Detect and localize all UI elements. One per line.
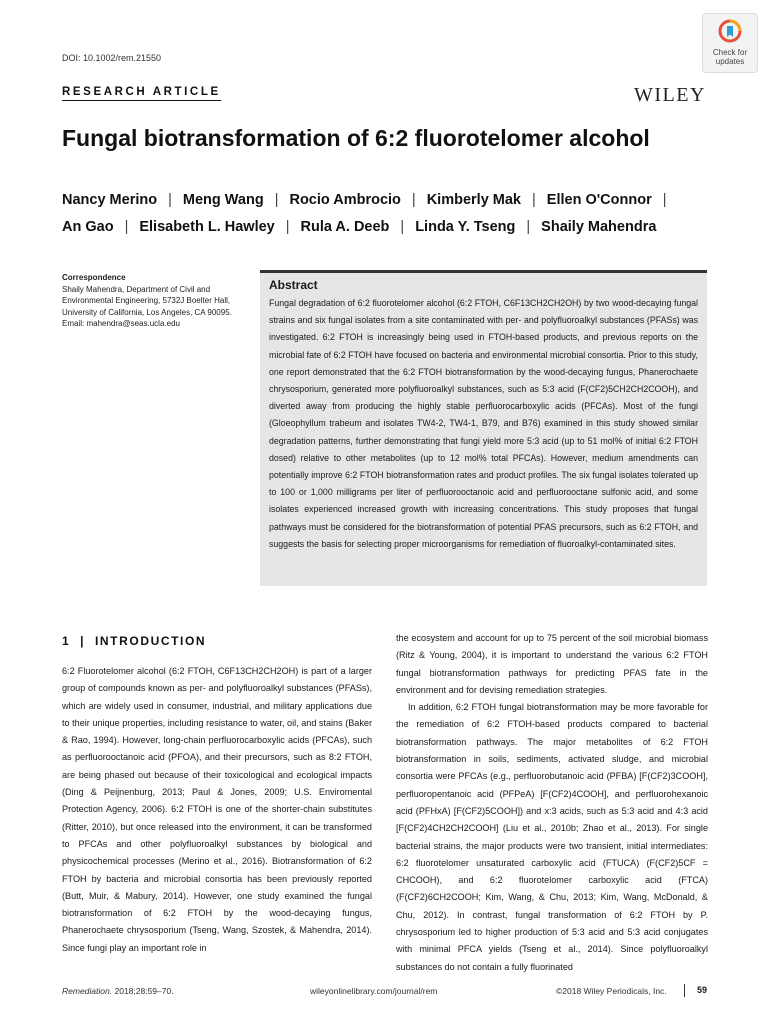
author-line-1: [62, 192, 678, 208]
author[interactable]: Ellen O'Connor: [546, 192, 652, 208]
section-title: INTRODUCTION: [94, 634, 207, 648]
author[interactable]: Elisabeth L. Hawley: [139, 219, 275, 235]
author-separator: |: [526, 219, 531, 235]
check-updates-icon: [718, 19, 742, 43]
intro-right-column: [396, 630, 708, 976]
correspondence-email[interactable]: Email: mahendra@seas.ucla.edu: [62, 319, 180, 328]
author-separator: |: [124, 219, 129, 235]
author-separator: |: [532, 192, 536, 208]
footer-copyright: ©2018 Wiley Periodicals, Inc.: [556, 986, 667, 996]
author-separator: |: [274, 192, 279, 208]
author[interactable]: Shaily Mahendra: [541, 219, 657, 235]
footer-citation: [62, 986, 174, 996]
correspondence: [62, 272, 248, 330]
section-heading: 1 | INTRODUCTION: [62, 634, 207, 648]
footer-volume: 2018;28:59–70.: [114, 986, 174, 996]
badge-label: Check for updates: [712, 48, 748, 66]
check-for-updates-badge[interactable]: [702, 13, 758, 73]
correspondence-heading: Correspondence: [62, 273, 126, 282]
abstract-box: [260, 270, 707, 586]
author-separator: |: [662, 192, 667, 208]
intro-left-column: [62, 663, 372, 957]
intro-paragraph: 6:2 Fluorotelomer alcohol (6:2 FTOH, C6F13CH2CH2OH) is part of a larger group of compounds known as per- and polyfluoroalkyl substances (PFASs), which are widely used in consumer, industrial, and military applications due to their unique properties, including resistance to water, oil, and stains (Baker & Rao, 1994). However, long-chain perfluorocarboxylic acids (PFCAs), such as perfluorooctanoic acid (PFOA), and their precursors, such as 8:2 FTOH, are being phased out because of their toxicological and ecological impacts (Ding & Peijnenburg, 2013; Paul & Jones, 2009; U.S. Enviromental Protection Agency, 2006). 6:2 FTOH is one of the shorter-chain substitutes (Ritter, 2010), but once released into the environment, it can be transformed to PFCAs and other polyfluoroalkyl substances by biological and physicochemical processes (Merino et al., 2016). Biotransformation of 6:2 FTOH by bacteria and microbial consortia has been previously reported (Butt, Muir, & Mabury, 2014). However, one study examined the fungal biotransformation of 6:2 FTOH by the wood-decaying fungus, Phanerochaete chrysosporium (Tseng, Wang, Szostek, & Mahendra, 2014). Since fungi play an important role in: [62, 666, 372, 953]
abstract-heading: Abstract: [269, 278, 318, 292]
footer-divider: [684, 984, 685, 997]
section-number: 1: [62, 634, 71, 648]
correspondence-address: Shaily Mahendra, Department of Civil and Environmental Engineering, 5732J Boelter Hall, University of California, Los Angeles, CA 90095.: [62, 284, 232, 317]
page-number: 59: [697, 985, 708, 995]
author-separator: |: [411, 192, 416, 208]
author[interactable]: Linda Y. Tseng: [415, 219, 516, 235]
intro-paragraph: the ecosystem and account for up to 75 percent of the soil microbial biomass (Ritz & Young, 2004), it is important to understand the various 6:2 FTOH fungal biotransformation pathways for predicting PFAS fate in the environment and for devising remediation strategies.: [396, 633, 708, 695]
article-title: Fungal biotransformation of 6:2 fluorotelomer alcohol: [62, 125, 650, 151]
author[interactable]: Rocio Ambrocio: [289, 192, 401, 208]
footer-url[interactable]: wileyonlinelibrary.com/journal/rem: [310, 986, 438, 996]
author-separator: |: [400, 219, 405, 235]
author[interactable]: Kimberly Mak: [426, 192, 521, 208]
footer-journal: Remediation.: [62, 986, 113, 996]
author[interactable]: Nancy Merino: [62, 192, 158, 208]
article-type: RESEARCH ARTICLE: [62, 86, 221, 101]
author-separator: |: [168, 192, 172, 208]
author[interactable]: Rula A. Deeb: [300, 219, 390, 235]
intro-paragraph: In addition, 6:2 FTOH fungal biotransformation may be more favorable for the remediation of 6:2 FTOH-based products compared to bacterial biotransformation pathways. The major metabolites of 6:2 FTOH biotransformation in soils, sediments, activated sludge, and microbial consortia were PFCAs (e.g., perfluorobutanoic acid (PFBA) [F(CF2)3COOH], perfluoropentanoic acid (PFPeA) [F(CF2)4COOH], and perfluorohexanoic acid (PFHxA) [F(CF2)5COOH]) and x:3 acids, such as 5:3 acid and 4:3 acid [F(CF2)4CH2CH2COOH] (Liu et al., 2010b; Zhao et al., 2013). For single bacterial strains, the major products were two transient, initial intermediates: 6:2 fluorotelomer unsaturated carboxylic acid (FTUCA) (F(CF2)5CF = CHCOOH), and 6:2 fluorotelomer carboxylic acid (FTCA) (F(CF2)6CH2COOH; Kim, Wang, & Chu, 2013; Kim, Wang, McDonald, & Chu, 2012). In contrast, fungal transformation of 6:2 FTOH by P. chrysosporium led to higher production of 5:3 acid and 5:3 acid conjugates with minimal PFCA yields (Tseng et al., 2014). Since polyfluoroalkyl substances do not contain a fully fluorinated: [396, 702, 708, 972]
doi: DOI: 10.1002/rem.21550: [62, 53, 162, 63]
abstract-text: Fungal degradation of 6:2 fluorotelomer alcohol (6:2 FTOH, C6F13CH2CH2OH) by two wood-decaying fungal strains and six fungal isolates from a site contaminated with per- and polyfluoroalkyl substances (PFASs) was investigated. 6:2 FTOH is increasingly being used in FTOH-based products, and previous reports on the microbial fate of 6:2 FTOH have focused on bacteria and environmental microbial consortia. Prior to this study, one report demonstrated that the 6:2 FTOH biotransformation by the wood-decaying fungus, Phanerochaete chrysosporium, generated more polyfluoroalkyl substances, such as 5:3 acid (F(CF2)5CH2CH2COOH), and diverted away from producing the highly stable perfluorocarboxylic acids (PFCAs). Most of the fungi (Gloeophyllum trabeum and isolates TW4-2, TW4-1, B79, and B76) examined in this study showed similar degradation patterns, further demonstrating that fungi yield more 5:3 acid (up to 51 mol% of initial 6:2 FTOH dosed) relative to other metabolites (up to 12 mol% total PFCAs). However, medium amendments can potentially improve 6:2 FTOH biotransformation rates and product profiles. The six fungal isolates tolerated up to 100 or 1,000 milligrams per liter of perfluorooctanoic acid and perfluorooctane sulfonic acid, and some isolates experienced increased growth with increasing concentrations. This study proposes that fungal pathways must be considered for the biotransformation of potential PFAS precursors, such as 6:2 FTOH, and suggests the basis for selecting proper microorganisms for remediation of fluoroalkyl-contaminated sites.: [269, 298, 698, 549]
publisher-logo: WILEY: [634, 84, 706, 106]
author-line-2: [62, 219, 656, 235]
author-separator: |: [285, 219, 290, 235]
author[interactable]: An Gao: [62, 219, 114, 235]
author[interactable]: Meng Wang: [182, 192, 264, 208]
